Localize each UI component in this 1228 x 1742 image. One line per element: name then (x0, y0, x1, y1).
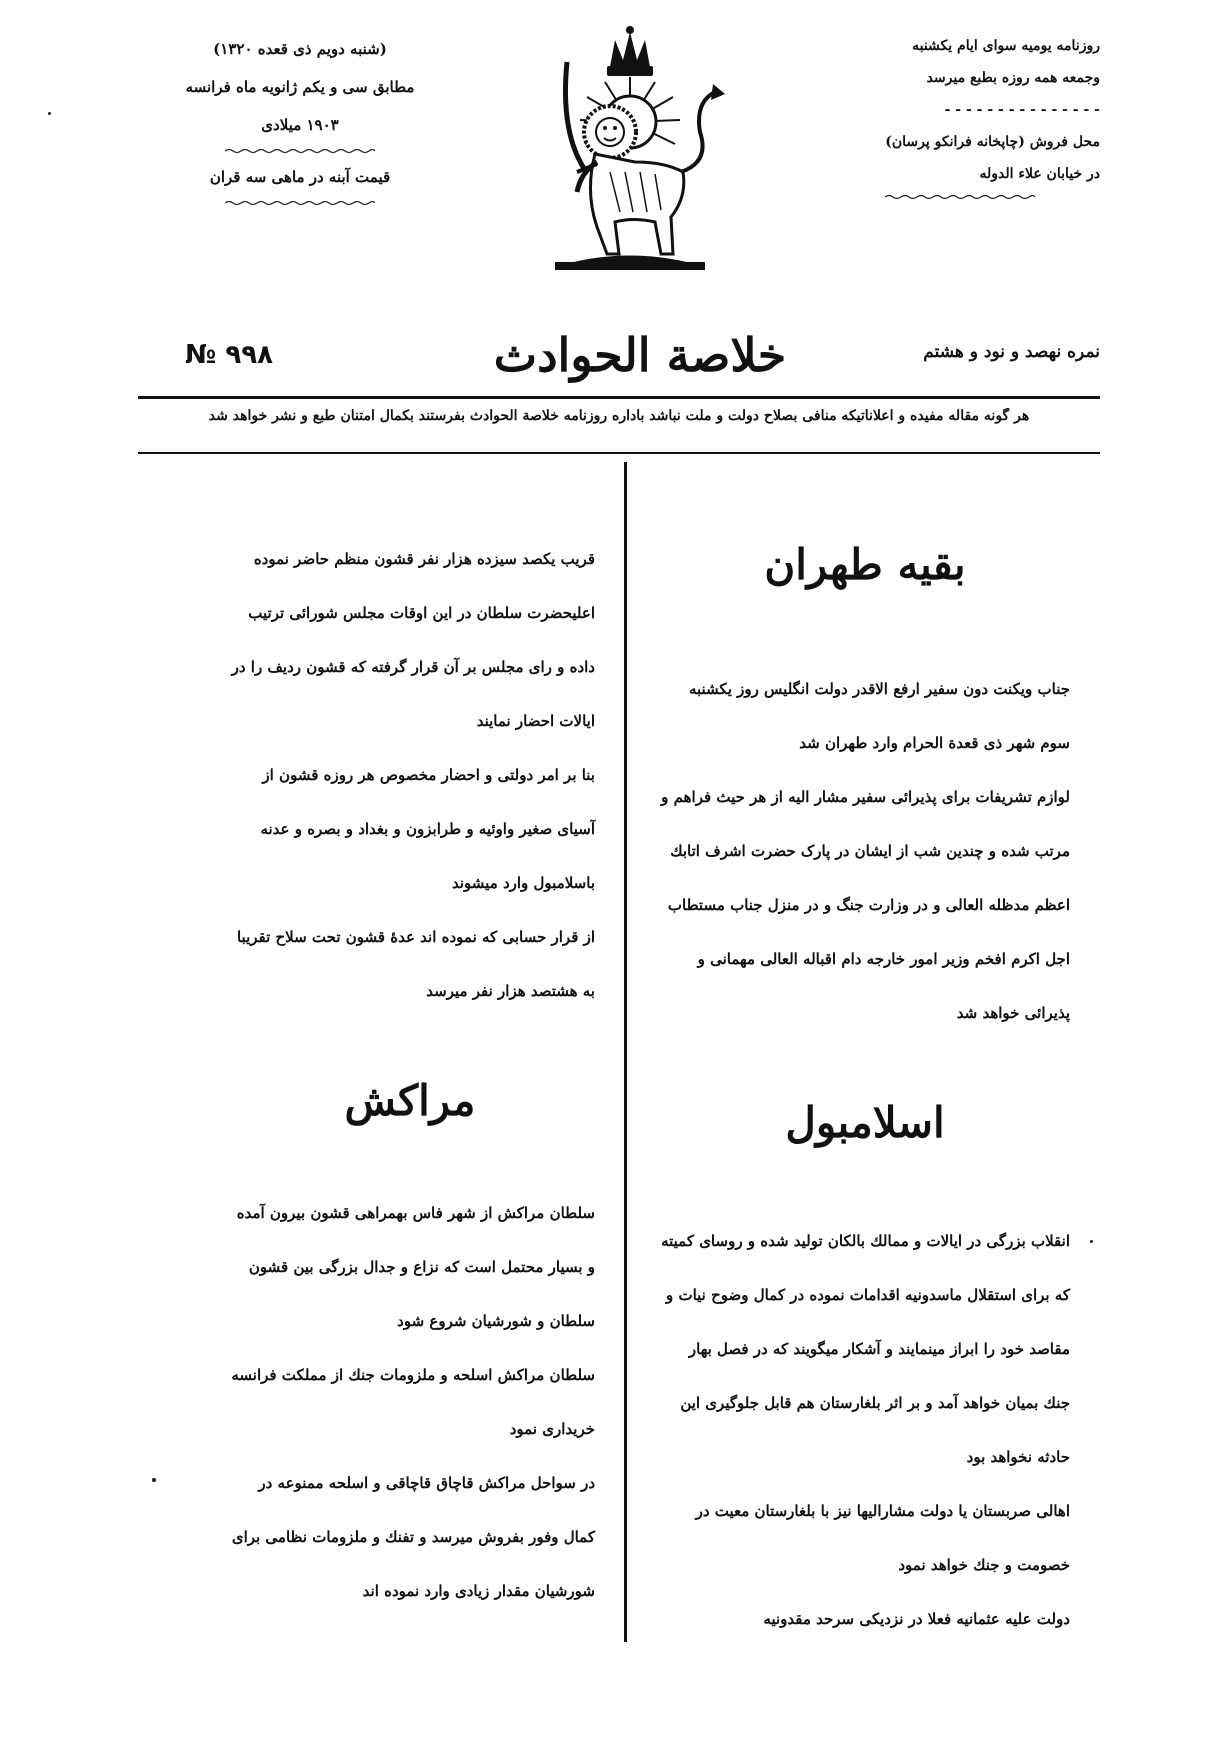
lion-and-sun-emblem (515, 22, 745, 277)
issue-number: № ٩٩٨ (185, 340, 273, 370)
article-paragraph: در سواحل مراکش قاچاق قاچاقی و اسلحه ممنوعه در کمال وفور بفروش میرسد و تفنك و ملزومات نظامی برای شورشیان مقدار زیادی وارد نموده اند (231, 1474, 595, 1600)
section-heading-istanbul: اسلامبول (785, 1098, 945, 1147)
scan-speck (1090, 1240, 1093, 1243)
masthead-info-line: وجمعه همه روزه بطبع میرسد (926, 70, 1100, 86)
right-column (660, 520, 1070, 1646)
header-rule-bottom (138, 452, 1100, 454)
column-divider (624, 462, 627, 1642)
submission-banner: هر گونه مقاله مفیده و اعلاناتیکه منافی بصلاح دولت و ملت نباشد باداره روزنامه خلاصة الحوادث بفرستند بکمال امتنان طبع و نشر خواهد شد (208, 408, 1030, 424)
scan-speck (48, 112, 51, 115)
article-paragraph: بنا بر امر دولتی و احضار مخصوص هر روزه قشون از آسیای صغیر واوئیه و طرابزون و بغداد و بصره و عدنه باسلامبول وارد میشوند (260, 766, 595, 892)
article-paragraph: قریب یکصد سیزده هزار نفر قشون منظم حاضر نموده (253, 550, 595, 568)
masthead-publication-info (820, 30, 1100, 204)
ornament-divider (885, 194, 1035, 200)
section-heading-marakesh: مراکش (344, 1076, 476, 1125)
title-row (140, 330, 1100, 390)
article-paragraph: اهالی صربستان یا دولت مشارالیها نیز با بلغارستان معیت در خصومت و جنك خواهد نمود (695, 1502, 1070, 1574)
scan-speck (152, 1478, 156, 1482)
masthead-info-line: در خیابان علاء الدوله (979, 166, 1100, 182)
masthead-price-line: قیمت آبنه در ماهی سه قران (209, 168, 391, 186)
paper-title: خلاصة الحوادث (493, 328, 787, 382)
masthead-info-line: محل فروش (چاپخانه فرانکو پرسان) (885, 134, 1100, 150)
article-paragraph: سلطان مراکش اسلحه و ملزومات جنك از مملکت فرانسه خریداری نمود (231, 1366, 595, 1438)
article-paragraph: انقلاب بزرگی در ایالات و ممالك بالکان تولید شده و روسای کمیته که برای استقلال ماسدونیه اقدامات نموده در کمال وضوح نیات و مقاصد خود را ابراز مینمایند و آشکار میگویند که در فصل بهار جنك بمیان خواهد آمد و بر اثر بلغارستان هم قابل جلوگیری این حادثه نخواهد بود (661, 1232, 1070, 1466)
masthead-date-line: (شنبه دویم ذی قعده ۱۳۲۰) (213, 40, 387, 58)
article-paragraph: اعلیحضرت سلطان در این اوقات مجلس شورائی ترتیب داده و رای مجلس بر آن قرار گرفته که قشون ردیف را در ایالات احضار نمایند (231, 604, 595, 730)
left-column (225, 532, 595, 1618)
article-paragraph: جناب ویکنت دون سفیر ارفع الاقدر دولت انگلیس روز یکشنبه سوم شهر ذی قعدة الحرام وارد طهران شد (688, 680, 1070, 752)
article-paragraph: لوازم تشریفات برای پذیرائی سفیر مشار الیه از هر حیث فراهم و مرتب شده و چندین شب از ایشان در پارک حضرت اشرف اتابك اعظم مدظله العالی و در وزارت جنگ و در منزل جناب مستطاب اجل اکرم افخم وزیر امور خارجه دام اقباله العالی مهمانی و پذیرائی خواهد شد (661, 788, 1070, 1022)
masthead-date-line: مطابق سی و یکم ژانویه ماه فرانسه (185, 78, 415, 96)
ornament-divider (225, 200, 375, 206)
issue-number-in-words: نمره نهصد و نود و هشتم (923, 342, 1100, 362)
masthead-info-line: روزنامه یومیه سوای ایام یکشنبه (912, 38, 1100, 54)
masthead-info-line: - - - - - - - - - - - - - - - (944, 102, 1100, 118)
masthead-date-line: ۱۹۰۳ میلادی (261, 116, 339, 134)
article-paragraph: سلطان مراکش از شهر فاس بهمراهی قشون بیرون آمده و بسیار محتمل است که نزاع و جدال بزرگی بین قشون سلطان و شورشیان شروع شود (236, 1204, 595, 1330)
section-heading-tehran: بقیه طهران (764, 540, 966, 589)
article-paragraph: دولت علیه عثمانیه فعلا در نزدیکی سرحد مقدونیه (763, 1610, 1070, 1628)
article-paragraph: از قرار حسابی که نموده اند عدهٔ قشون تحت سلاح تقریبا به هشتصد هزار نفر میرسد (236, 928, 595, 1000)
header-rule-top (138, 396, 1100, 399)
masthead-date-block (150, 30, 450, 210)
ornament-divider (225, 148, 375, 154)
